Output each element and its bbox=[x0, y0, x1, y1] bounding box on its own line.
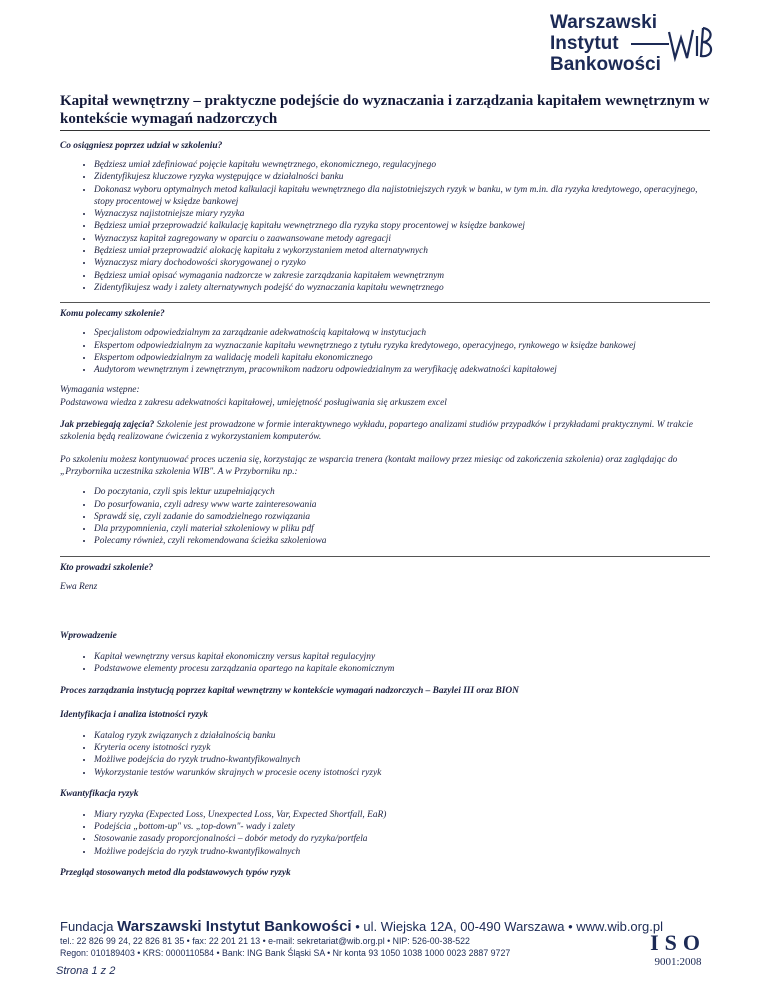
footer-registry: Regon: 010189403 • KRS: 0000110584 • Bank: ING Bank Śląski SA • Nr konta 93 1050 1038 1000 0023 2887 9727 bbox=[60, 948, 511, 958]
footer bbox=[60, 918, 720, 959]
quantification-list bbox=[60, 809, 710, 858]
logo-line-3: Bankowości bbox=[550, 54, 661, 75]
list-item: • Katalog ryzyk związanych z działalnością banku bbox=[94, 730, 710, 742]
footer-line-1 bbox=[60, 918, 720, 935]
footer-address: • ul. Wiejska 12A, 00-490 Warszawa • www.wib.org.pl bbox=[351, 919, 663, 934]
list-item: • Sprawdź się, czyli zadanie do samodzielnego rozwiązania bbox=[94, 511, 710, 523]
page-number: Strona 1 z 2 bbox=[56, 965, 116, 977]
course-format-text: Szkolenie jest prowadzone w formie interaktywnego wykładu, popartego analizami studiów przypadków i przykładami praktycznymi. W trakcie szkolenia będą realizowane ćwiczenia z wykorzystaniem komputerów. bbox=[60, 420, 693, 443]
list-item: • Będziesz umiał opisać wymagania nadzorcze w zakresie zarządzania kapitałem wewnętrznym bbox=[94, 270, 710, 282]
list-item: • Do poczytania, czyli spis lektur uzupełniających bbox=[94, 486, 710, 498]
program-heading-intro: Wprowadzenie bbox=[60, 631, 117, 642]
logo-line-2: Instytut bbox=[550, 33, 619, 54]
main-content bbox=[60, 92, 710, 886]
list-item: • Wyznaczysz najistotniejsze miary ryzyka bbox=[94, 208, 710, 220]
audience-list bbox=[60, 327, 710, 376]
list-item: • Audytorom wewnętrznym i zewnętrznym, pracownikom nadzoru odpowiedzialnym za weryfikację adekwatności kapitałowej bbox=[94, 364, 710, 376]
list-item: • Dokonasz wyboru optymalnych metod kalkulacji kapitału wewnętrznego dla najistotniejszych ryzyk w banku, w tym m.in. dla ryzyka kredytowego, operacyjnego, stopy procentowej w księdze bankowej bbox=[94, 184, 710, 209]
list-item: • Będziesz umiał zdefiniować pojęcie kapitału wewnętrznego, ekonomicznego, regulacyjnego bbox=[94, 159, 710, 171]
course-format-label: Jak przebiegają zajęcia? bbox=[60, 420, 155, 431]
list-item: • Wykorzystanie testów warunków skrajnych w procesie oceny istotności ryzyk bbox=[94, 767, 710, 779]
list-item: • Zidentyfikujesz wady i zalety alternatywnych podejść do wyznaczania kapitału wewnętrznego bbox=[94, 282, 710, 294]
section-heading-trainer: Kto prowadzi szkolenie? bbox=[60, 562, 154, 573]
intro-list bbox=[60, 651, 710, 676]
footer-contact: tel.: 22 826 99 24, 22 826 81 35 • fax: 22 201 21 13 • e-mail: sekretariat@wib.org.pl • NIP: 526-00-38-522 bbox=[60, 936, 470, 946]
list-item: • Polecamy również, czyli rekomendowana ścieżka szkoleniowa bbox=[94, 535, 710, 547]
divider bbox=[60, 302, 710, 303]
continuation-text: Po szkoleniu możesz kontynuować proces uczenia się, korzystając ze wsparcia trenera (kontakt mailowy przez miesiąc od zakończenia szkolenia) oraz zaglądając do „Przybornika uczestnika szkolenia WIB". A w Przyborniku np.: bbox=[60, 454, 678, 477]
list-item: • Dla przypomnienia, czyli materiał szkoleniowy w pliku pdf bbox=[94, 523, 710, 535]
iso-label: ISO bbox=[650, 930, 706, 955]
footer-foundation: Fundacja bbox=[60, 919, 118, 934]
list-item: • Podejścia „bottom-up" vs. „top-down"- wady i zalety bbox=[94, 821, 710, 833]
list-item: • Będziesz umiał przeprowadzić kalkulację kapitału wewnętrznego dla ryzyka stopy procentowej w księdze bankowej bbox=[94, 220, 710, 232]
program-heading-identification: Identyfikacja i analiza istotności ryzyk bbox=[60, 709, 208, 720]
goals-list bbox=[60, 159, 710, 294]
footer-org-name: Warszawski Instytut Bankowości bbox=[117, 918, 352, 935]
section-heading-goals: Co osiągniesz poprzez udział w szkoleniu? bbox=[60, 141, 223, 151]
iso-standard: 9001:2008 bbox=[654, 956, 702, 968]
toolbox-list bbox=[60, 486, 710, 547]
logo-line-1: Warszawski bbox=[550, 12, 658, 33]
list-item: • Możliwe podejścia do ryzyk trudno-kwantyfikowalnych bbox=[94, 754, 710, 766]
list-item: • Do posurfowania, czyli adresy www warte zainteresowania bbox=[94, 499, 710, 511]
list-item: • Kapitał wewnętrzny versus kapitał ekonomiczny versus kapitał regulacyjny bbox=[94, 651, 710, 663]
list-item: • Ekspertom odpowiedzialnym za wyznaczanie kapitału wewnętrznego z tytułu ryzyka kredytowego, operacyjnego, rynkowego w księdze bankowej bbox=[94, 340, 710, 352]
list-item: • Podstawowe elementy procesu zarządzania opartego na kapitale ekonomicznym bbox=[94, 663, 710, 675]
program-heading-quantification: Kwantyfikacja ryzyk bbox=[60, 788, 139, 799]
requirements-text: Podstawowa wiedza z zakresu adekwatności kapitałowej, umiejętność posługiwania się arkuszem excel bbox=[60, 397, 447, 408]
list-item: • Miary ryzyka (Expected Loss, Unexpected Loss, Var, Expected Shortfall, EaR) bbox=[94, 809, 710, 821]
wib-logo bbox=[546, 12, 716, 80]
list-item: • Zidentyfikujesz kluczowe ryzyka występujące w działalności banku bbox=[94, 171, 710, 183]
requirements-label: Wymagania wstępne: bbox=[60, 385, 140, 396]
list-item: • Wyznaczysz kapitał zagregowany w oparciu o zaawansowane metody agregacji bbox=[94, 233, 710, 245]
program-heading-process: Proces zarządzania instytucją poprzez kapitał wewnętrzny w kontekście wymagań nadzorczych – Bazylei III oraz BION bbox=[60, 685, 519, 696]
list-item: • Kryteria oceny istotności ryzyk bbox=[94, 742, 710, 754]
list-item: • Stosowanie zasady proporcjonalności – dobór metody do ryzyka/portfela bbox=[94, 833, 710, 845]
trainer-name: Ewa Renz bbox=[60, 581, 98, 592]
list-item: • Będziesz umiał przeprowadzić alokację kapitału z wykorzystaniem metod alternatywnych bbox=[94, 245, 710, 257]
identification-list bbox=[60, 730, 710, 779]
list-item: • Możliwe podejścia do ryzyk trudno-kwantyfikowalnych bbox=[94, 846, 710, 858]
wib-signature-icon bbox=[631, 24, 715, 68]
page-title: Kapitał wewnętrzny – praktyczne podejście do wyznaczania i zarządzania kapitałem wewnętrznym w kontekście wymagań nadzorczych bbox=[60, 92, 710, 131]
iso-badge bbox=[650, 930, 706, 968]
list-item: • Ekspertom odpowiedzialnym za walidację modeli kapitału ekonomicznego bbox=[94, 352, 710, 364]
list-item: • Specjalistom odpowiedzialnym za zarządzanie adekwatnością kapitałową w instytucjach bbox=[94, 327, 710, 339]
course-format bbox=[60, 419, 710, 444]
section-heading-audience: Komu polecamy szkolenie? bbox=[60, 309, 165, 320]
list-item: • Wyznaczysz miary dochodowości skorygowanej o ryzyko bbox=[94, 257, 710, 269]
divider bbox=[60, 556, 710, 557]
program-heading-review: Przegląd stosowanych metod dla podstawowych typów ryzyk bbox=[60, 867, 291, 878]
